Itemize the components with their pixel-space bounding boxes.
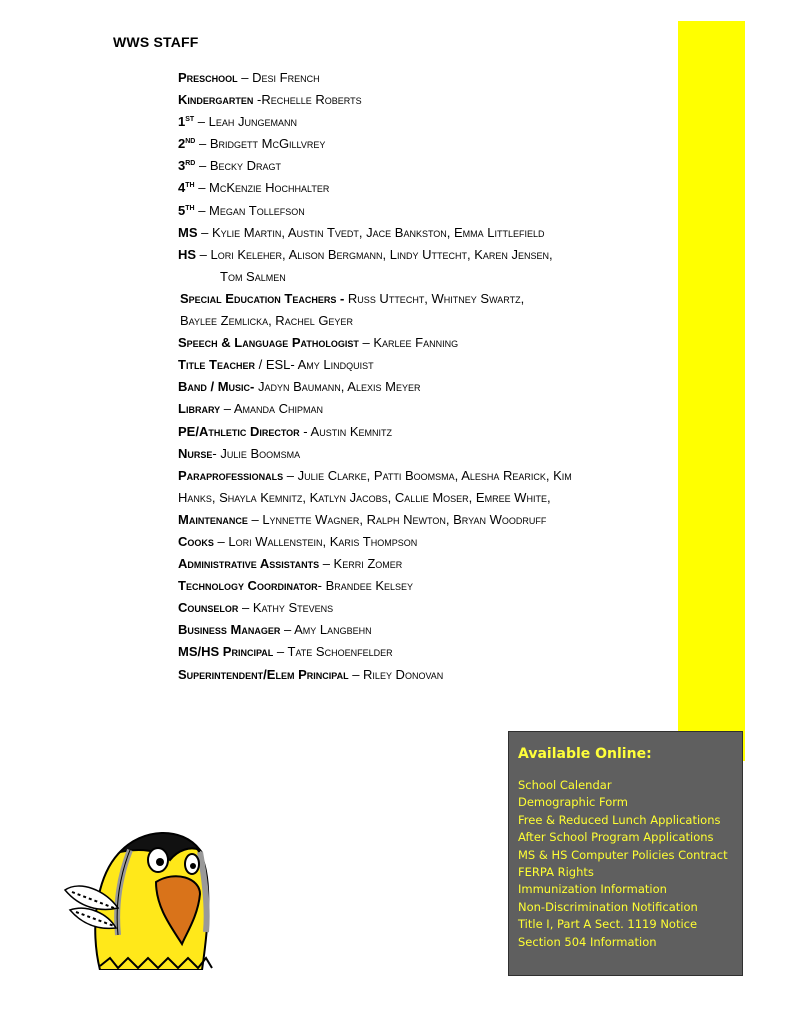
staff-names: Jadyn Baumann, Alexis Meyer: [258, 379, 421, 395]
staff-row: [178, 398, 673, 420]
staff-row: [178, 310, 673, 332]
staff-role-text: Preschool: [178, 70, 238, 85]
staff-role-text: Special Education Teachers -: [180, 290, 345, 306]
staff-separator: –: [194, 180, 210, 196]
staff-role: [178, 446, 212, 461]
staff-separator: –: [273, 644, 288, 660]
staff-row: [178, 222, 673, 244]
staff-separator: –: [196, 246, 211, 262]
staff-names: Karlee Fanning: [373, 335, 459, 351]
staff-role-text: Speech & Language Pathologist: [178, 335, 359, 351]
staff-role: [178, 70, 238, 85]
staff-names: Becky Dragt: [209, 158, 282, 174]
staff-role: [178, 667, 349, 682]
staff-separator: -: [253, 92, 262, 108]
staff-row: [178, 465, 673, 487]
staff-row: [178, 200, 673, 222]
staff-separator: –: [319, 556, 334, 572]
staff-separator: –: [280, 622, 295, 638]
staff-row: [178, 553, 673, 575]
staff-names: Amy Langbehn: [294, 622, 372, 638]
staff-role-text: Superintendent/Elem Principal: [178, 666, 349, 682]
staff-row: [178, 67, 673, 89]
staff-separator: -: [212, 445, 221, 461]
staff-role-text: 1: [178, 114, 186, 130]
staff-names: Rechelle Roberts: [261, 92, 362, 108]
staff-role: [178, 600, 238, 615]
staff-names: Kylie Martin, Austin Tvedt, Jace Bankston, Emma Littlefield: [211, 224, 545, 240]
staff-names: Lori Keleher, Alison Bergmann, Lindy Uttecht, Karen Jensen,: [210, 246, 553, 262]
staff-role-text: HS: [178, 246, 197, 262]
staff-row: [178, 443, 673, 465]
staff-role: [178, 357, 255, 372]
staff-role: [178, 379, 254, 394]
staff-role: [178, 247, 196, 262]
available-online-item: Non-Discrimination Notification: [518, 899, 698, 914]
staff-role-text: MS: [178, 224, 198, 240]
staff-role-text: 4: [178, 180, 186, 196]
staff-names: Tate Schoenfelder: [287, 644, 393, 660]
staff-role: [178, 114, 194, 129]
available-online-item: Title I, Part A Sect. 1119 Notice: [518, 917, 698, 932]
staff-separator: –: [195, 136, 210, 152]
staff-row: [178, 89, 673, 111]
available-online-item: Demographic Form: [518, 795, 628, 810]
staff-names: Russ Uttecht, Whitney Swartz,: [347, 290, 525, 306]
staff-row: [178, 376, 673, 398]
staff-role-text: Nurse: [178, 445, 213, 461]
staff-separator: –: [195, 158, 210, 174]
staff-names: Austin Kemnitz: [310, 423, 392, 439]
staff-row: [178, 266, 673, 288]
staff-list: [178, 67, 673, 686]
staff-row: [178, 177, 673, 199]
staff-role: [180, 291, 344, 306]
staff-role: [178, 578, 318, 593]
staff-role-text: Counselor: [178, 600, 239, 616]
staff-row: [178, 531, 673, 553]
staff-names: Julie Boomsma: [220, 445, 301, 461]
staff-names: McKenzie Hochhalter: [209, 180, 330, 196]
staff-role: [178, 534, 214, 549]
staff-row: [178, 487, 673, 509]
staff-names: ESL- Amy Lindquist: [265, 357, 374, 373]
staff-names: Lynnette Wagner, Ralph Newton, Bryan Woodruff: [262, 511, 547, 527]
staff-role-text: 5: [178, 202, 186, 218]
staff-separator: –: [348, 666, 364, 682]
staff-role-text: PE/Athletic Director: [178, 423, 300, 439]
available-online-item: After School Program Applications: [518, 830, 714, 845]
staff-role-text: Cooks: [178, 533, 214, 549]
staff-role: [178, 180, 195, 195]
staff-role: [178, 424, 300, 439]
staff-names: Tom Salmen: [220, 268, 286, 284]
grade-suffix: RD: [185, 160, 196, 168]
available-online-item: Free & Reduced Lunch Applications: [518, 812, 721, 827]
staff-row: [178, 575, 673, 597]
staff-names: Brandee Kelsey: [325, 578, 414, 594]
staff-separator: –: [238, 600, 253, 616]
staff-names: Kathy Stevens: [252, 600, 334, 616]
staff-row: [178, 421, 673, 443]
staff-role-text: Paraprofessionals: [178, 467, 284, 483]
staff-separator: –: [197, 224, 212, 240]
staff-row: [178, 288, 673, 310]
staff-role-text: Band / Music-: [178, 379, 255, 395]
staff-separator: –: [247, 511, 263, 527]
staff-names: Kerri Zomer: [333, 556, 403, 572]
staff-names: Hanks, Shayla Kemnitz, Katlyn Jacobs, Callie Moser, Emree White,: [178, 489, 551, 505]
staff-separator: –: [220, 401, 234, 417]
staff-row: [178, 155, 673, 177]
staff-row: [178, 619, 673, 641]
staff-role: [178, 622, 280, 637]
staff-names: Julie Clarke, Patti Boomsma, Alesha Rearick, Kim: [297, 467, 572, 483]
staff-row: [178, 244, 673, 266]
staff-role: [178, 644, 273, 659]
staff-role: [178, 158, 195, 173]
staff-names: Baylee Zemlicka, Rachel Geyer: [180, 313, 353, 329]
grade-suffix: ND: [185, 138, 196, 146]
staff-role: [178, 556, 319, 571]
available-online-item: FERPA Rights: [518, 865, 594, 880]
staff-row: [178, 332, 673, 354]
staff-role-text: Maintenance: [178, 511, 248, 527]
staff-names: Bridgett McGillvrey: [209, 136, 326, 152]
staff-separator: –: [283, 467, 298, 483]
available-online-item: Section 504 Information: [518, 934, 657, 949]
staff-names: Lori Wallenstein, Karis Thompson: [228, 533, 418, 549]
staff-role: [178, 92, 253, 107]
staff-names: Leah Jungemann: [208, 114, 298, 130]
staff-row: [178, 664, 673, 686]
available-online-item: MS & HS Computer Policies Contract: [518, 847, 728, 862]
staff-row: [178, 509, 673, 531]
staff-role-text: Title Teacher: [178, 357, 255, 373]
grade-suffix: ST: [185, 116, 195, 124]
staff-row: [178, 133, 673, 155]
staff-role-text: Technology Coordinator: [178, 578, 318, 594]
staff-role: [178, 136, 195, 151]
staff-separator: –: [213, 533, 229, 549]
available-online-list: [518, 777, 728, 951]
staff-names: Desi French: [252, 70, 320, 85]
staff-role-text: Kindergarten: [178, 92, 254, 108]
available-online-item: Immunization Information: [518, 882, 667, 897]
staff-role-text: Administrative Assistants: [178, 556, 320, 572]
staff-names: Amanda Chipman: [233, 401, 324, 417]
staff-separator: –: [358, 335, 374, 351]
goldfinch-mascot-icon: [60, 820, 222, 970]
staff-role: [178, 401, 220, 416]
grade-suffix: TH: [185, 182, 195, 190]
staff-separator: -: [299, 423, 311, 439]
staff-row: [178, 111, 673, 133]
staff-role-text: 2: [178, 136, 186, 152]
staff-role-text: MS/HS Principal: [178, 644, 274, 660]
staff-row: [178, 354, 673, 376]
staff-separator: /: [255, 357, 266, 373]
staff-role-text: Business Manager: [178, 622, 281, 638]
staff-names: Riley Donovan: [363, 666, 444, 682]
staff-role: [178, 225, 198, 240]
staff-row: [178, 597, 673, 619]
staff-row: [178, 641, 673, 663]
staff-role: [178, 512, 248, 527]
staff-role-text: Library: [178, 401, 221, 417]
staff-role: [178, 203, 195, 218]
staff-separator: –: [194, 202, 210, 218]
available-online-box: [508, 731, 743, 976]
staff-role: [178, 335, 359, 350]
staff-names: Megan Tollefson: [209, 202, 305, 218]
page-title: WWS STAFF: [113, 34, 199, 50]
staff-role: [178, 468, 283, 483]
staff-separator: –: [194, 114, 209, 130]
yellow-sidebar-bar: [678, 21, 745, 761]
staff-separator: –: [237, 70, 253, 85]
staff-separator: -: [317, 578, 326, 594]
available-online-item: School Calendar: [518, 778, 612, 792]
available-online-heading: Available Online:: [518, 746, 652, 762]
staff-role-text: 3: [178, 158, 186, 174]
grade-suffix: TH: [185, 204, 195, 212]
